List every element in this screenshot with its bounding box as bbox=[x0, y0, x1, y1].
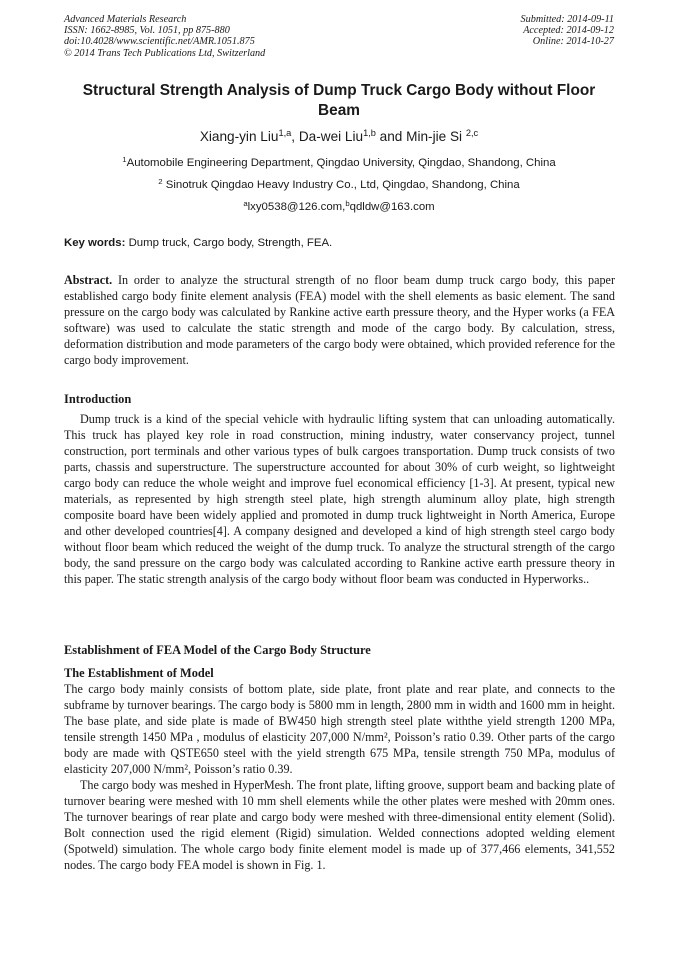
submitted-date: Submitted: 2014-09-11 bbox=[520, 14, 614, 25]
abstract-text: In order to analyze the structural strength of no floor beam dump truck cargo body, this paper established cargo body finite element analysis (FEA) model with the shell elements as basic element. The sand pressure on the cargo body was calculated by Rankine active earth pressure theory, and the Hyper works (a FEA software) was used to calculate the static strength and mode of the cargo body. By calculation, stress, deformation distribution and mode parameters of the cargo body were obtained, which provided reference for the cargo body improvement. bbox=[64, 273, 615, 367]
online-date: Online: 2014-10-27 bbox=[532, 36, 614, 48]
author-name: Xiang-yin Liu bbox=[199, 129, 279, 144]
journal-info bbox=[64, 14, 265, 59]
model-paragraph-1: The cargo body mainly consists of bottom plate, side plate, front plate and rear plate, and connects to the subframe by turnover bearings. The cargo body is 5800 mm in length, 2800 mm in width and 1600 mm in height. The base plate, and side plate is made of BW450 high strength steel plate withthe yield strength 1200 MPa, tensile strength 1450 MPa , modulus of elasticity 207,000 N/mm², Poisson’s ratio 0.39. Other parts of the cargo body are made with QSTE650 steel with the yield strength 675 MPa, tensile strength 750 MPa, modulus of elasticity 207,000 N/mm², Poisson’s ratio 0.39. bbox=[64, 682, 615, 776]
accepted-date: Accepted: 2014-09-12 bbox=[523, 25, 614, 37]
author-name: Da-wei Liu bbox=[298, 129, 364, 144]
author-affiliation-mark: 2,c bbox=[465, 127, 479, 138]
abstract bbox=[64, 272, 615, 368]
section-heading-fea-model: Establishment of FEA Model of the Cargo Body Structure bbox=[64, 643, 371, 657]
email-link[interactable]: lxy0538@126.com, bbox=[247, 201, 346, 213]
keywords-label: Key words: bbox=[64, 237, 126, 249]
keywords-text: Dump truck, Cargo body, Strength, FEA. bbox=[125, 237, 333, 249]
keywords bbox=[64, 236, 616, 250]
journal-copyright: © 2014 Trans Tech Publications Ltd, Switzerland bbox=[64, 47, 266, 59]
affiliation-text: Sinotruk Qingdao Heavy Industry Co., Ltd, Qingdao, Shandong, China bbox=[162, 179, 520, 191]
model-paragraph-2: The cargo body was meshed in HyperMesh. The front plate, lifting groove, support beam and backing plate of turnover bearing were meshed with 10 mm shell elements while the other plates were meshed with 20mm ones. The turnover bearings of rear plate and cargo body were meshed with three-dimensional entity element (Solid). Bolt connection used the rigid element (Rigid) simulation. Welded connections adopted welding element (Spotweld) simulation. The whole cargo body finite element model is made up of 377,466 elements, 341,552 nodes. The cargo body FEA model is shown in Fig. 1. bbox=[64, 778, 615, 872]
author-emails bbox=[64, 200, 614, 214]
affiliation-text: Automobile Engineering Department, Qingdao University, Qingdao, Shandong, China bbox=[126, 157, 556, 169]
author-list bbox=[64, 128, 614, 146]
journal-name: Advanced Materials Research bbox=[64, 14, 187, 25]
author-affiliation-mark: 1,a bbox=[278, 127, 292, 138]
affiliation-mark: 1 bbox=[122, 154, 127, 164]
subsection-heading-model: The Establishment of Model bbox=[64, 666, 214, 680]
affiliation-mark: 2 bbox=[158, 176, 163, 186]
author-separator: and bbox=[375, 129, 407, 144]
email-mark: a bbox=[243, 198, 248, 208]
abstract-label: Abstract. bbox=[64, 273, 113, 287]
journal-doi[interactable]: doi:10.4028/www.scientific.net/AMR.1051.875 bbox=[64, 36, 255, 48]
paper-title: Structural Strength Analysis of Dump Truck Cargo Body without Floor Beam bbox=[82, 82, 596, 119]
affiliation-2 bbox=[64, 178, 614, 192]
email-link[interactable]: qdldw@163.com bbox=[349, 201, 435, 213]
publication-dates bbox=[521, 14, 614, 48]
author-separator: , bbox=[291, 129, 299, 144]
affiliation-1 bbox=[64, 156, 614, 170]
author-affiliation-mark: 1,b bbox=[363, 127, 376, 138]
author-name: Min-jie Si bbox=[406, 129, 466, 144]
introduction-paragraph: Dump truck is a kind of the special vehicle with hydraulic lifting system that can unloading automatically. This truck has played key role in road construction, mining industry, water conservancy project, tunnel construction, port terminals and other various types of bulk cargoes transportation. Dump truck consists of two parts, chassis and superstructure. The superstructure accounted for about 30% of curb weight, so lightweight cargo body can reduce the whole weight and improve fuel economical efficiency [1-3]. At present, typical new materials, as represented by high strength steel plate, high strength aluminum alloy plate, high strength composite board have been widely applied and promoted in dump truck lightweight in North America, Europe and other developed countries[4]. A company designed and developed a kind of high strength steel cargo body without floor beam which reduced the weight of the dump truck. To analyze the structural strength of the cargo body, the sand pressure on the cargo body was calculated according to Rankine active earth pressure theory in this paper. The static strength analysis of the cargo body without floor beam was conducted in Hyperworks.. bbox=[64, 412, 615, 586]
section-heading-introduction: Introduction bbox=[64, 392, 132, 406]
journal-issn: ISSN: 1662-8985, Vol. 1051, pp 875-880 bbox=[64, 25, 230, 37]
email-mark: b bbox=[345, 198, 350, 208]
